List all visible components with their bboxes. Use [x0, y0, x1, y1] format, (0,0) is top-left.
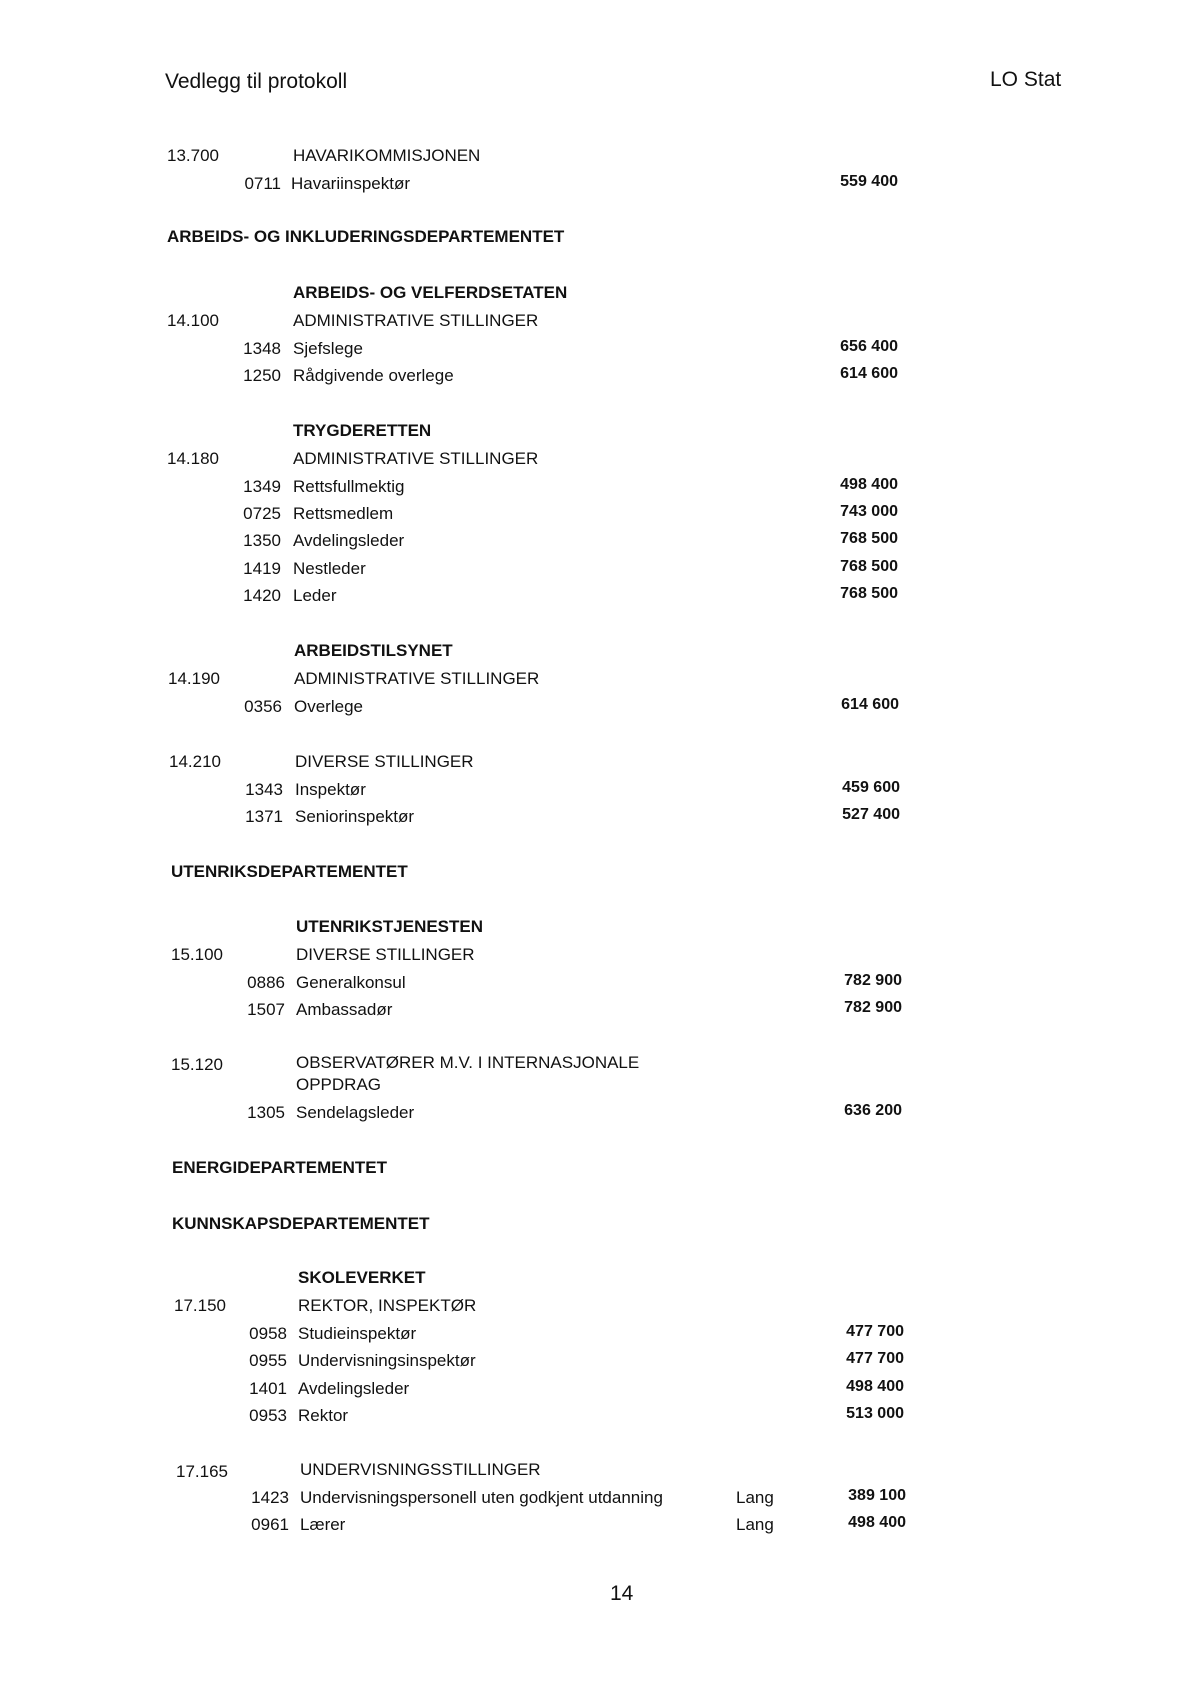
- section-code: 17.165: [176, 1462, 228, 1481]
- department-heading: KUNNSKAPSDEPARTEMENTET: [172, 1214, 430, 1233]
- department-heading: ENERGIDEPARTEMENTET: [172, 1158, 388, 1177]
- position-amount: 498 400: [840, 476, 898, 493]
- section-code: 13.700: [167, 146, 219, 165]
- position-title: Undervisningsinspektør: [298, 1351, 476, 1370]
- agency-heading: ARBEIDS- OG VELFERDSETATEN: [293, 283, 568, 302]
- position-code: 1250: [243, 366, 281, 385]
- position-code: 1507: [247, 1000, 285, 1019]
- position-code: 0886: [247, 973, 285, 992]
- section-title-line2: OPPDRAG: [296, 1075, 382, 1094]
- position-title: Sendelagsleder: [296, 1103, 415, 1122]
- position-code: 1419: [243, 559, 281, 578]
- position-title: Rådgivende overlege: [293, 366, 454, 385]
- section-code: 14.210: [169, 752, 221, 771]
- position-amount: 656 400: [840, 338, 898, 355]
- position-title: Sjefslege: [293, 339, 363, 358]
- section-code: 15.100: [171, 945, 223, 964]
- position-amount: 389 100: [848, 1487, 906, 1504]
- position-code: 1401: [249, 1379, 287, 1398]
- section-code: 14.180: [167, 449, 219, 468]
- position-amount: 768 500: [840, 558, 898, 575]
- position-amount: 614 600: [840, 365, 898, 382]
- position-code: 1348: [243, 339, 281, 358]
- position-title: Lærer: [300, 1515, 346, 1534]
- position-title: Avdelingsleder: [293, 531, 405, 550]
- position-code: 1305: [247, 1103, 285, 1122]
- page-number: 14: [610, 1582, 634, 1605]
- position-note: Lang: [736, 1488, 774, 1507]
- position-title: Studieinspektør: [298, 1324, 417, 1343]
- position-title: Rektor: [298, 1406, 349, 1425]
- position-title: Ambassadør: [296, 1000, 393, 1019]
- position-amount: 459 600: [842, 779, 900, 796]
- position-amount: 527 400: [842, 806, 900, 823]
- section-code: 15.120: [171, 1055, 223, 1074]
- header-right: LO Stat: [990, 68, 1062, 91]
- position-title: Generalkonsul: [296, 973, 406, 992]
- position-amount: 498 400: [848, 1514, 906, 1531]
- department-heading: UTENRIKSDEPARTEMENTET: [171, 862, 408, 881]
- position-title: Undervisningspersonell uten godkjent utdanning: [300, 1488, 663, 1507]
- section-title: ADMINISTRATIVE STILLINGER: [294, 669, 540, 688]
- section-code: 14.100: [167, 311, 219, 330]
- section-title: ADMINISTRATIVE STILLINGER: [293, 311, 539, 330]
- section-title: OBSERVATØRER M.V. I INTERNASJONALE: [296, 1053, 640, 1072]
- section-title: ADMINISTRATIVE STILLINGER: [293, 449, 539, 468]
- position-code: 0955: [249, 1351, 287, 1370]
- position-title: Havariinspektør: [291, 174, 411, 193]
- position-title: Avdelingsleder: [298, 1379, 410, 1398]
- position-title: Overlege: [294, 697, 363, 716]
- position-amount: 477 700: [846, 1323, 904, 1340]
- position-amount: 768 500: [840, 585, 898, 602]
- position-amount: 768 500: [840, 530, 898, 547]
- agency-heading: UTENRIKSTJENESTEN: [296, 917, 484, 936]
- position-code: 0958: [249, 1324, 287, 1343]
- section-title: DIVERSE STILLINGER: [296, 945, 475, 964]
- position-title: Seniorinspektør: [295, 807, 415, 826]
- position-amount: 513 000: [846, 1405, 904, 1422]
- position-amount: 743 000: [840, 503, 898, 520]
- position-amount: 614 600: [841, 696, 899, 713]
- section-title: DIVERSE STILLINGER: [295, 752, 474, 771]
- section-title: UNDERVISNINGSSTILLINGER: [300, 1460, 541, 1479]
- section-title: REKTOR, INSPEKTØR: [298, 1296, 477, 1315]
- position-code: 1371: [245, 807, 283, 826]
- agency-heading: SKOLEVERKET: [298, 1268, 426, 1287]
- position-amount: 559 400: [840, 173, 898, 190]
- position-code: 1349: [243, 477, 281, 496]
- position-amount: 477 700: [846, 1350, 904, 1367]
- position-code: 1343: [245, 780, 283, 799]
- position-amount: 782 900: [844, 972, 902, 989]
- position-title: Inspektør: [295, 780, 366, 799]
- position-code: 1350: [243, 531, 281, 550]
- position-title: Rettsfullmektig: [293, 477, 405, 496]
- position-amount: 782 900: [844, 999, 902, 1016]
- position-amount: 636 200: [844, 1102, 902, 1119]
- position-title: Rettsmedlem: [293, 504, 394, 523]
- position-code: 0356: [244, 697, 282, 716]
- section-code: 17.150: [174, 1296, 226, 1315]
- header-left: Vedlegg til protokoll: [165, 70, 348, 93]
- position-code: 0725: [243, 504, 281, 523]
- department-heading: ARBEIDS- OG INKLUDERINGSDEPARTEMENTET: [167, 227, 565, 246]
- section-code: 14.190: [168, 669, 220, 688]
- agency-heading: ARBEIDSTILSYNET: [294, 641, 453, 660]
- position-title: Nestleder: [293, 559, 366, 578]
- position-code: 1423: [251, 1488, 289, 1507]
- position-amount: 498 400: [846, 1378, 904, 1395]
- position-code: 1420: [243, 586, 281, 605]
- position-code: 0711: [244, 174, 281, 193]
- position-code: 0961: [251, 1515, 289, 1534]
- position-code: 0953: [249, 1406, 287, 1425]
- position-title: Leder: [293, 586, 337, 605]
- section-title: HAVARIKOMMISJONEN: [293, 146, 481, 165]
- agency-heading: TRYGDERETTEN: [293, 421, 432, 440]
- position-note: Lang: [736, 1515, 774, 1534]
